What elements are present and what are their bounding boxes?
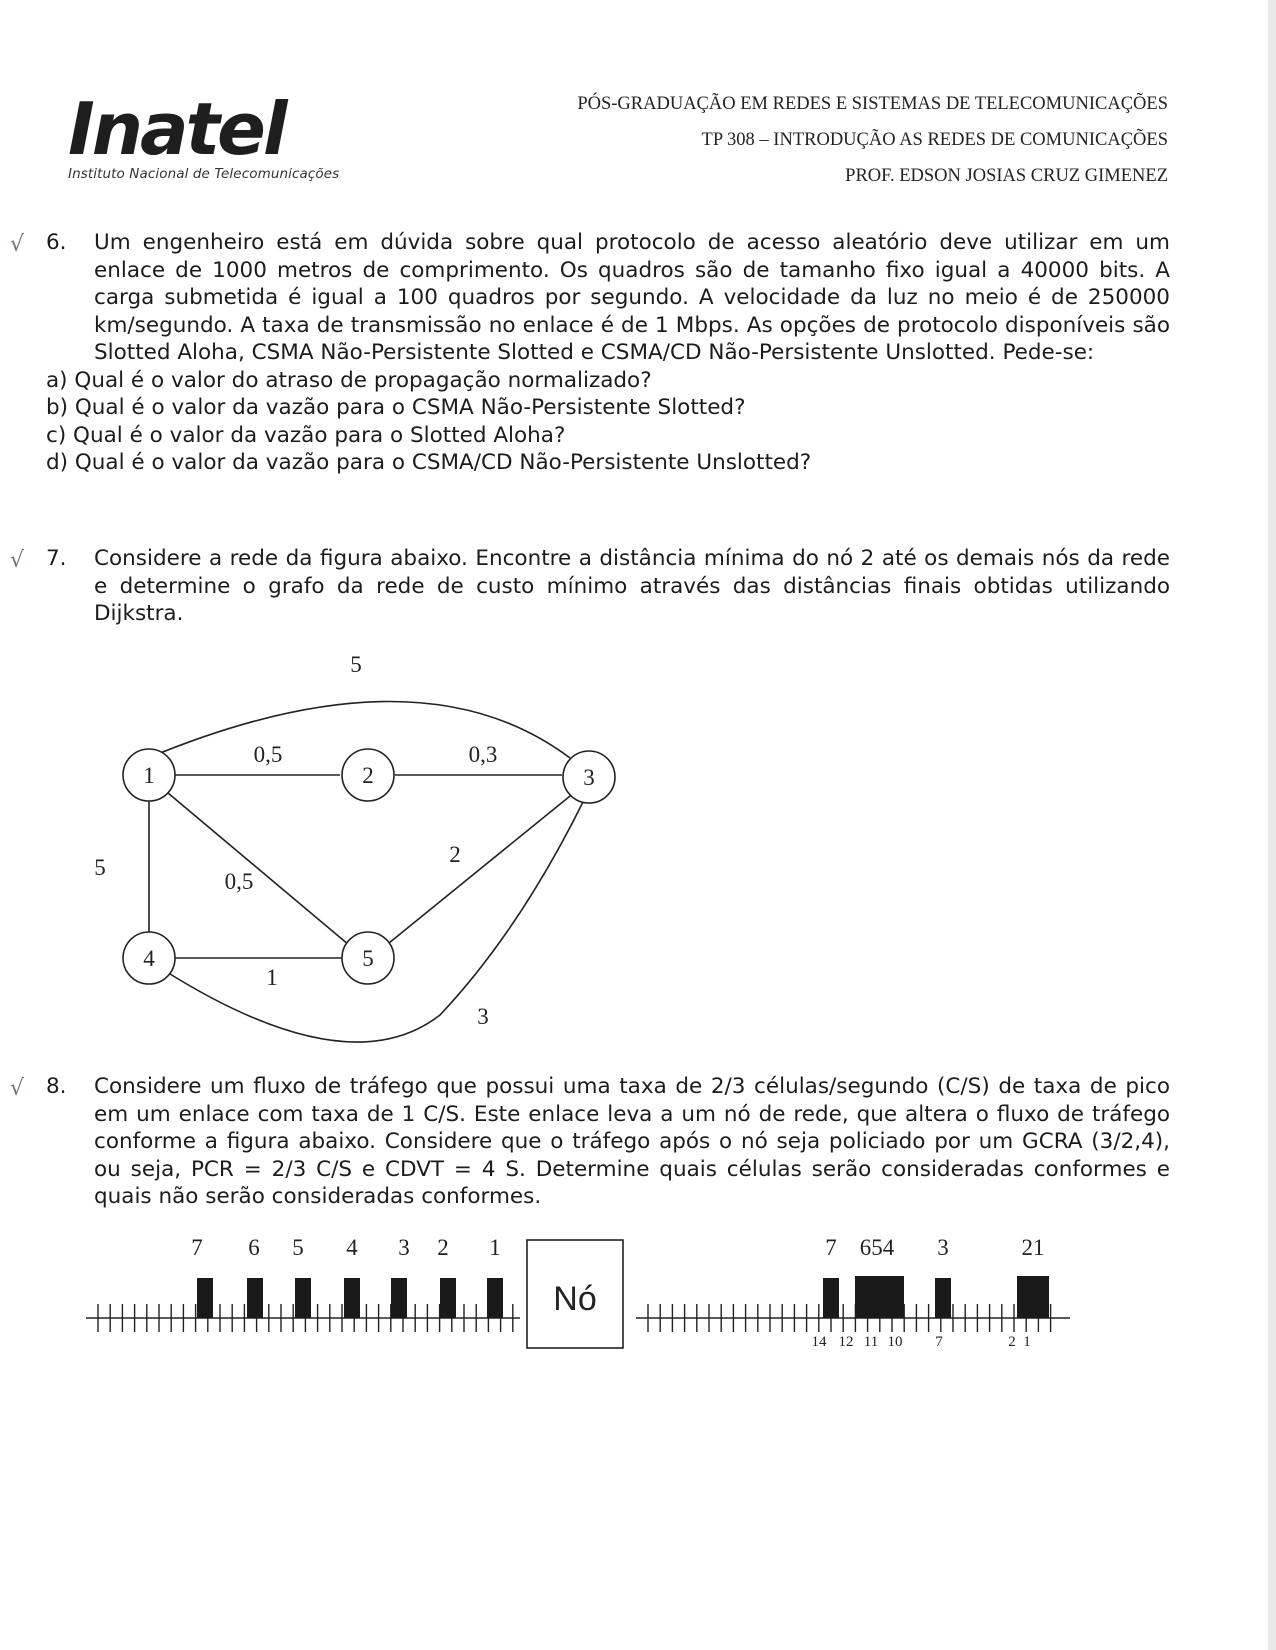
input-cell-label: 1 — [489, 1235, 501, 1260]
input-cell-label: 3 — [398, 1235, 410, 1260]
node-label: 3 — [583, 765, 595, 790]
output-cell-label: 21 — [1021, 1235, 1045, 1260]
output-cell-label: 654 — [859, 1235, 895, 1260]
check-mark: √ — [10, 1076, 25, 1101]
output-cell — [855, 1276, 904, 1318]
edge-weight: 0,3 — [468, 742, 498, 767]
logo-word: Inatel — [68, 87, 285, 171]
node-label: 5 — [362, 946, 374, 971]
input-cell — [295, 1278, 311, 1318]
input-cell-label: 2 — [437, 1235, 449, 1260]
output-time-label: 7 — [935, 1334, 943, 1350]
input-cell — [487, 1278, 503, 1318]
input-cell — [247, 1278, 263, 1318]
output-time-label: 12 — [838, 1334, 854, 1350]
node-label: 4 — [143, 946, 155, 971]
question-item-a: a) Qual é o valor do atraso de propagação normalizado? — [46, 367, 652, 393]
question-text: Considere um fluxo de tráfego que possui uma taxa de 2/3 células/segundo (C/S) de taxa de pico em um enlace com taxa de 1 C/S. Este enlace leva a um nó de rede, que altera o fluxo de tráfego conforme a figura abaixo. Considere que o tráfego após o nó seja policiado por um GCRA (3/2,4), ou seja, PCR = 2/3 C/S e CDVT = 4 S. Determine quais células serão consideradas conformes e quais não serão consideradas conformes. — [94, 1074, 1170, 1209]
edge-weight: 3 — [477, 1004, 489, 1029]
question-number: 8. — [46, 1074, 67, 1099]
course-line: TP 308 – INTRODUÇÃO AS REDES DE COMUNICAÇÕES — [701, 130, 1168, 150]
output-time-label: 2 — [1008, 1334, 1016, 1350]
edge-weight: 0,5 — [224, 869, 254, 894]
output-time-label: 10 — [887, 1334, 903, 1350]
input-cell-label: 6 — [248, 1235, 260, 1260]
input-cell-label: 5 — [292, 1235, 304, 1260]
question-number: 7. — [46, 546, 67, 571]
output-cell-label: 7 — [825, 1235, 837, 1260]
edge-weight: 0,5 — [253, 742, 283, 767]
question-text: Um engenheiro está em dúvida sobre qual protocolo de acesso aleatório deve utilizar em um enlace de 1000 metros de comprimento. Os quadros são de tamanho fixo igual a 40000 bits. A carga submetida é igual a 100 quadros por segundo. A velocidade da luz no meio é de 250000 km/segundo. A taxa de transmissão no enlace é de 1 Mbps. As opções de protocolo disponíveis são Slotted Aloha, CSMA Não-Persistente Slotted e CSMA/CD Não-Persistente Unslotted. Pede-se: — [94, 230, 1170, 365]
edge-weight: 1 — [266, 965, 278, 990]
network-node-label: Nó — [553, 1280, 597, 1318]
professor-line: PROF. EDSON JOSIAS CRUZ GIMENEZ — [845, 166, 1168, 186]
question-text: Considere a rede da figura abaixo. Encontre a distância mínima do nó 2 até os demais nós da rede e determine o grafo da rede de custo mínimo através das distâncias finais obtidas utilizando Dijkstra. — [94, 546, 1170, 626]
input-cell — [440, 1278, 456, 1318]
output-cell — [1017, 1276, 1049, 1318]
question-item-b: b) Qual é o valor da vazão para o CSMA Não-Persistente Slotted? — [46, 395, 746, 420]
output-cell-label: 3 — [937, 1235, 949, 1260]
edge-weight: 2 — [449, 842, 461, 867]
program-line: PÓS-GRADUAÇÃO EM REDES E SISTEMAS DE TELECOMUNICAÇÕES — [577, 94, 1168, 114]
input-cell — [197, 1278, 213, 1318]
question-item-c: c) Qual é o valor da vazão para o Slotted Aloha? — [46, 422, 566, 448]
check-mark: √ — [10, 548, 25, 573]
output-cell — [935, 1278, 951, 1318]
node-label: 1 — [143, 763, 155, 788]
input-cell — [344, 1278, 360, 1318]
output-cell — [823, 1278, 839, 1318]
output-time-label: 11 — [863, 1334, 879, 1350]
question-number: 6. — [46, 230, 67, 255]
edge-weight: 5 — [350, 652, 362, 677]
check-mark: √ — [10, 232, 25, 257]
edge-weight: 5 — [94, 855, 106, 880]
input-cell-label: 7 — [191, 1235, 203, 1260]
output-time-label: 1 — [1023, 1334, 1031, 1350]
input-cell — [391, 1278, 407, 1318]
logo-subtitle: Instituto Nacional de Telecomunicações — [68, 166, 340, 182]
output-time-label: 14 — [811, 1334, 827, 1350]
question-item-d: d) Qual é o valor da vazão para o CSMA/CD Não-Persistente Unslotted? — [46, 450, 812, 475]
node-label: 2 — [362, 763, 374, 788]
input-cell-label: 4 — [346, 1235, 358, 1260]
